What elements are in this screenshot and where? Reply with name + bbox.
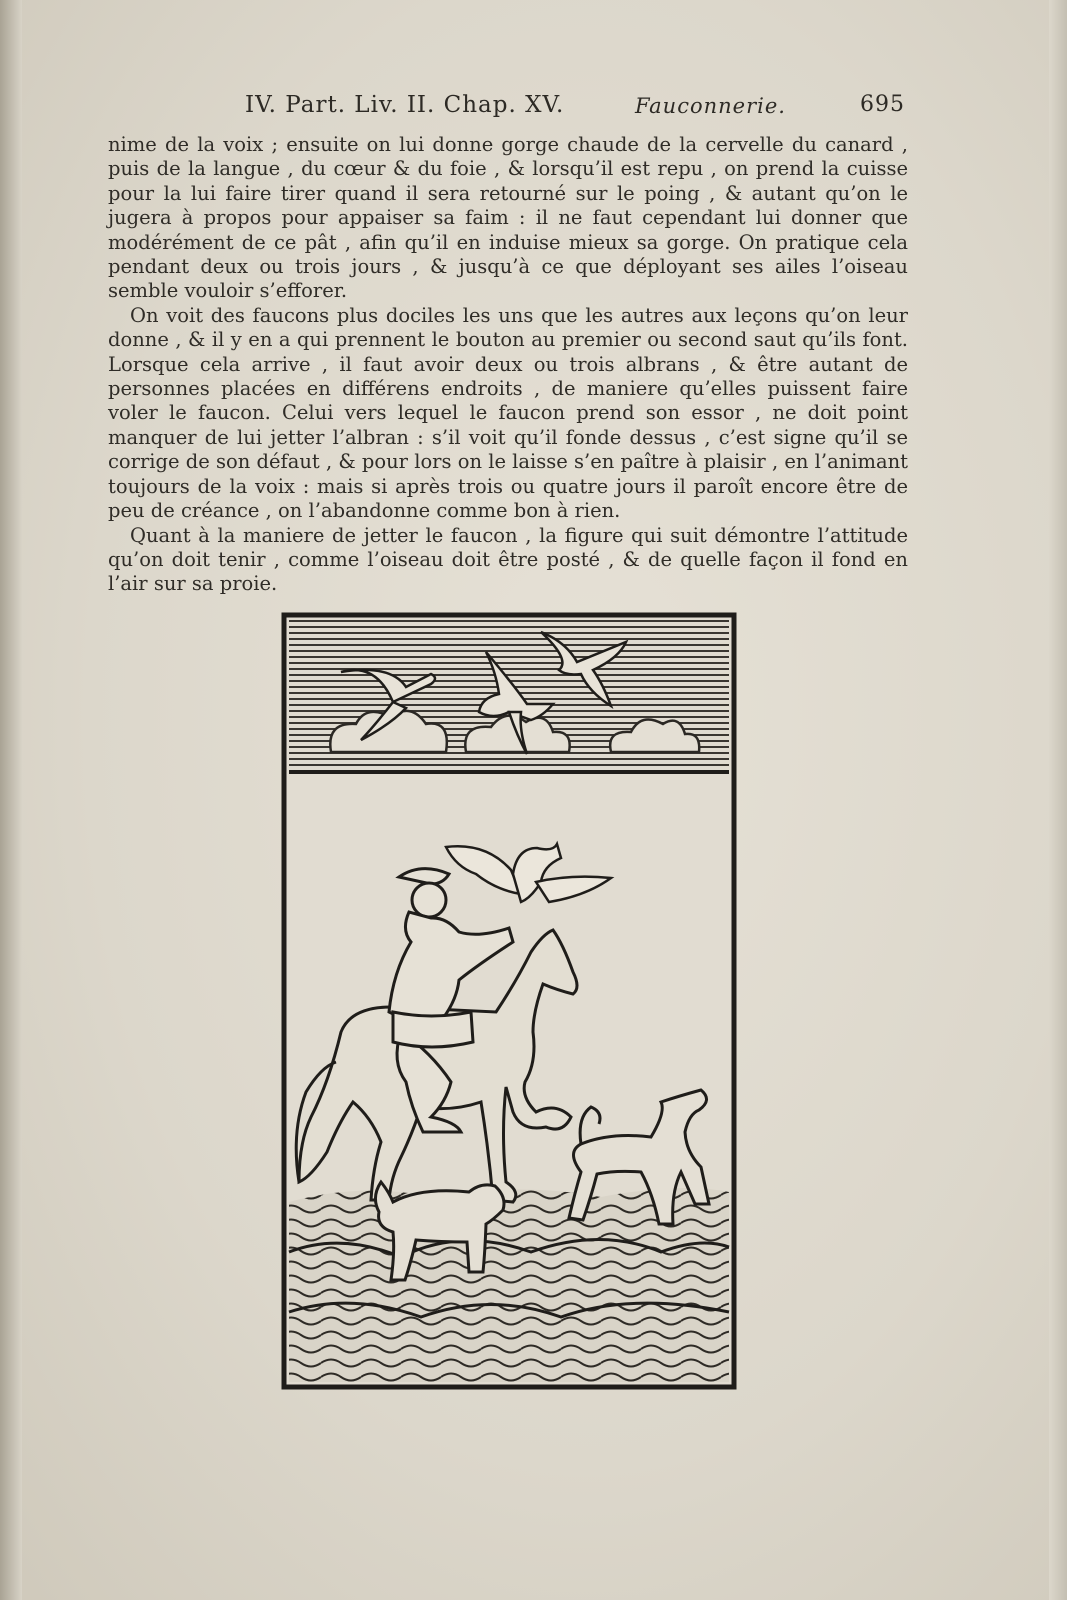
page-number: 695 [860, 92, 905, 117]
book-gutter [0, 0, 22, 1600]
body-text [108, 133, 908, 597]
paragraph-2: On voit des faucons plus dociles les uns que les autres aux leçons qu’on leur donne , & il y en a qui prennent le bouton au premier ou second saut qu’ils font. Lorsque cela arrive , il faut avoir deux ou trois albrans , & être autant de personnes placées en différens endroits , de maniere qu’elles puissent faire voler le faucon. Celui vers lequel le faucon prend son essor , ne doit point manquer de lui jetter l’albran : s’il voit qu’il fonde dessus , c’est signe qu’il se corrige de son défaut , & pour lors on le laisse s’en paître à plaisir , en l’animant toujours de la voix : mais si après trois ou quatre jours il paroît encore être de peu de créance , on l’abandonne comme bon à rien. [108, 303, 909, 523]
running-head-subject: Fauconnerie. [635, 94, 786, 118]
running-head [245, 92, 905, 124]
page-edge [1049, 0, 1067, 1600]
paragraph-3: Quant à la maniere de jetter le faucon , la figure qui suit démontre l’attitude qu’on doit tenir , comme l’oiseau doit être posté , & de quelle façon il fond en l’air sur sa proie. [108, 523, 908, 596]
falconer-woodcut [281, 612, 737, 1390]
running-head-title: IV. Part. Liv. II. Chap. XV. [245, 92, 565, 118]
woodcut-illustration [281, 612, 737, 1390]
paragraph-1: nime de la voix ; ensuite on lui donne gorge chaude de la cervelle du canard , puis de la langue , du cœur & du foie , & lorsqu’il est repu , on prend la cuisse pour la lui faire tirer quand il sera retourné sur le poing , & autant qu’on le jugera à propos pour appaiser sa faim : il ne faut cependant lui donner que modérément de ce pât , afin qu’il en induise mieux sa gorge. On pratique cela pendant deux ou trois jours , & jusqu’à ce que déployant ses ailes l’oiseau semble vouloir s’efforer. [108, 133, 908, 303]
